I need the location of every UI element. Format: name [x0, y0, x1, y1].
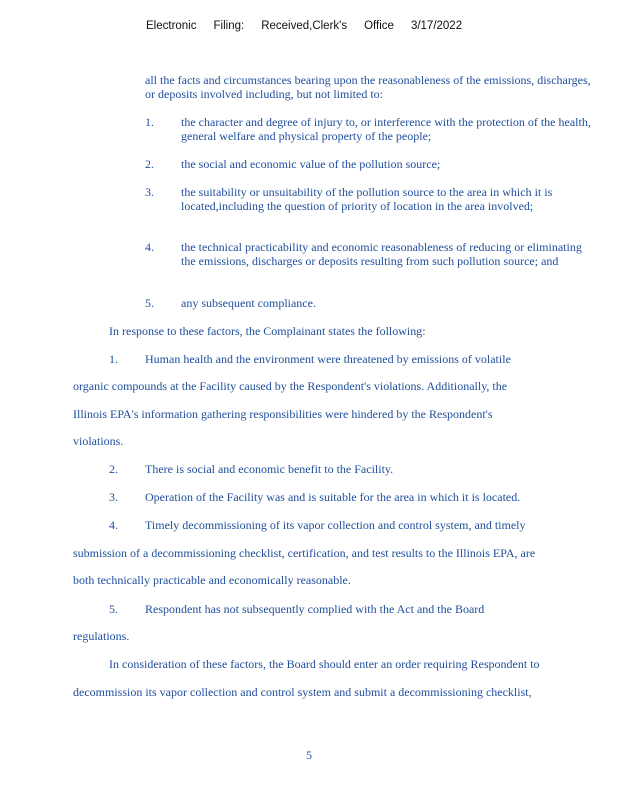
- factor-number: 1.: [145, 115, 154, 129]
- response-line: Timely decommissioning of its vapor collection and control system, and timely: [145, 518, 526, 532]
- factor-number: 3.: [145, 185, 154, 199]
- factor-number: 5.: [145, 296, 154, 310]
- header-received: Received,Clerk's: [261, 20, 348, 32]
- factor-number: 2.: [145, 157, 154, 171]
- header-date: 3/17/2022: [410, 20, 463, 32]
- response-line: regulations.: [73, 629, 130, 643]
- factor-text: the character and degree of injury to, or interference with the protection of the health, general welfare and physical property of the people;: [181, 115, 591, 143]
- factor-number: 4.: [145, 240, 154, 254]
- factor-text: any subsequent compliance.: [181, 296, 316, 310]
- header-filing: Filing:: [213, 20, 245, 32]
- response-number: 5.: [109, 602, 118, 616]
- conclusion-line: In consideration of these factors, the Board should enter an order requiring Respondent to: [109, 657, 540, 671]
- response-line: Illinois EPA's information gathering responsibilities were hindered by the Respondent's: [73, 407, 493, 421]
- factor-text: the suitability or unsuitability of the pollution source to the area in which it is located,including the question of priority of location in the area involved;: [181, 185, 553, 213]
- response-line: organic compounds at the Facility caused by the Respondent's violations. Additionally, the: [73, 379, 508, 393]
- response-line: violations.: [73, 434, 124, 448]
- page-number: 5: [306, 748, 312, 762]
- filing-header: [146, 20, 479, 32]
- conclusion-line: decommission its vapor collection and control system and submit a decommissioning checklist,: [73, 685, 532, 699]
- header-office: Office: [364, 20, 394, 32]
- factor-text: the technical practicability and economic reasonableness of reducing or eliminating the emissions, discharges or deposits resulting from such pollution source; and: [181, 240, 582, 268]
- response-line: Human health and the environment were threatened by emissions of volatile: [145, 352, 511, 366]
- response-intro: In response to these factors, the Complainant states the following:: [109, 324, 426, 338]
- response-number: 1.: [109, 352, 118, 366]
- header-electronic: Electronic: [146, 20, 197, 32]
- intro-paragraph: all the facts and circumstances bearing upon the reasonableness of the emissions, discharges, or deposits involved including, but not limited to:: [145, 73, 591, 101]
- factor-text: the social and economic value of the pollution source;: [181, 157, 441, 171]
- response-line: submission of a decommissioning checklist, certification, and test results to the Illinois EPA, are: [73, 546, 536, 560]
- response-number: 4.: [109, 518, 118, 532]
- response-line: There is social and economic benefit to the Facility.: [145, 462, 394, 476]
- response-line: Operation of the Facility was and is suitable for the area in which it is located.: [145, 490, 521, 504]
- response-line: Respondent has not subsequently complied with the Act and the Board: [145, 602, 485, 616]
- response-line: both technically practicable and economically reasonable.: [73, 573, 351, 587]
- response-number: 3.: [109, 490, 118, 504]
- response-number: 2.: [109, 462, 118, 476]
